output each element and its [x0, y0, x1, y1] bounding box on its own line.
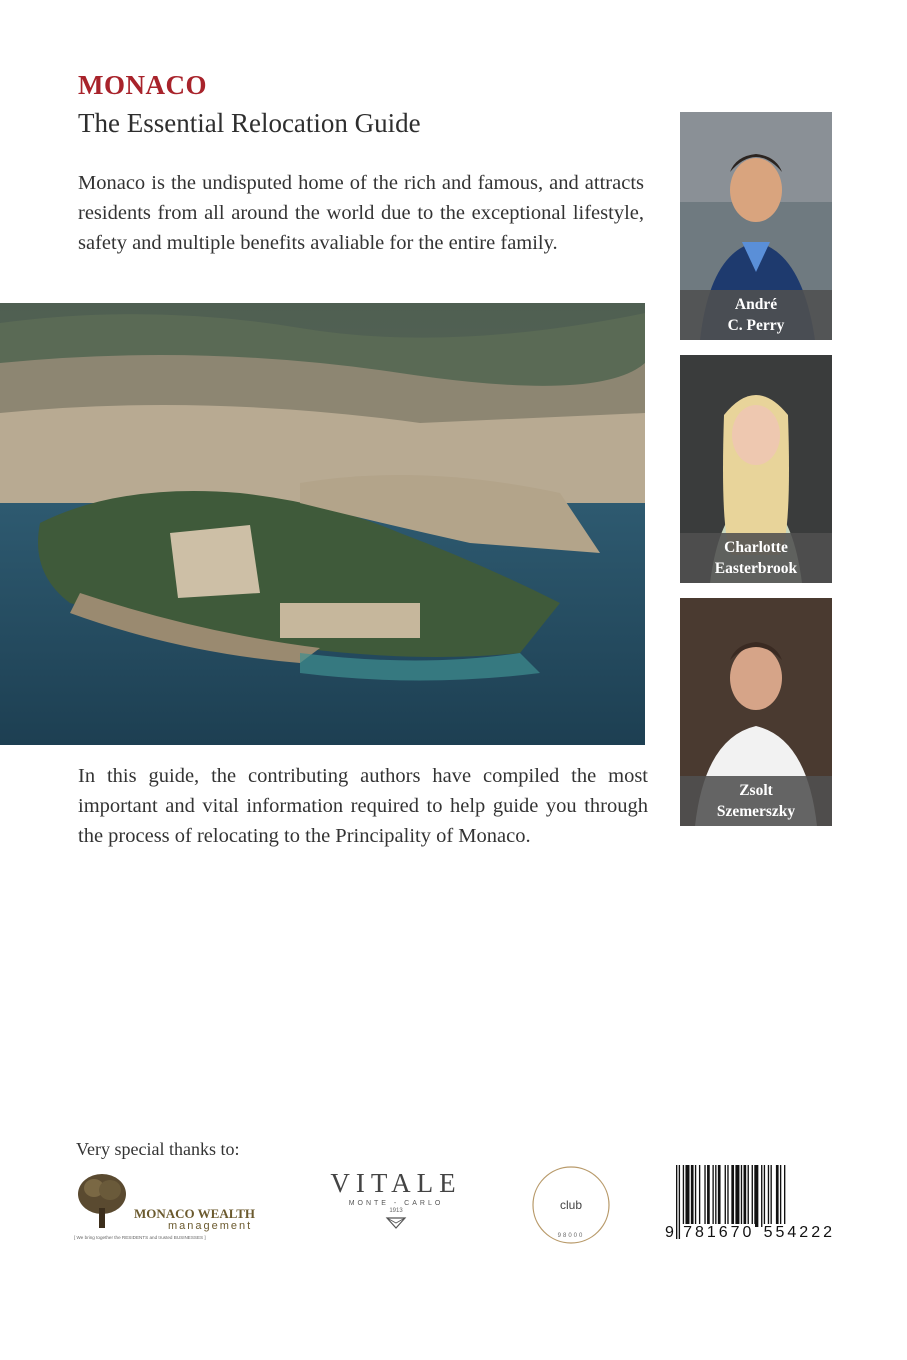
barcode-bar [683, 1165, 684, 1227]
author-first-name: Charlotte [724, 539, 788, 556]
barcode-bar [704, 1165, 705, 1227]
closing-paragraph: In this guide, the contributing authors have compiled the most important and vital information required to help guide you through the process of relocating to the Principality of Monaco. [78, 765, 648, 847]
barcode-bar [715, 1165, 716, 1227]
barcode-bar [699, 1165, 700, 1227]
monaco-aerial-photo [0, 303, 645, 745]
author-last-name: C. Perry [727, 317, 785, 334]
club-name: club [559, 1198, 583, 1212]
author-first-name: André [734, 296, 778, 313]
author-first-name: Zsolt [739, 782, 773, 799]
barcode-bar [752, 1165, 753, 1227]
barcode-bar [768, 1165, 769, 1227]
vitale-year: 1913 [389, 1208, 403, 1214]
barcode-bar [685, 1165, 689, 1227]
author-card-andre [680, 112, 832, 340]
author-last-name: Easterbrook [714, 560, 798, 577]
author-caption [680, 776, 832, 826]
isbn-digits [664, 1224, 836, 1242]
thanks-label: Very special thanks to: [76, 1139, 240, 1159]
barcode-bar [764, 1165, 765, 1227]
barcode-bar [741, 1165, 742, 1227]
barcode-bar [780, 1165, 781, 1227]
barcode-bar [771, 1165, 772, 1227]
mwm-sub: management [168, 1220, 253, 1232]
barcode-bar [707, 1165, 710, 1227]
isbn-group-2: 554222 [763, 1224, 835, 1241]
barcode-bar [761, 1165, 762, 1227]
barcode-bar [748, 1165, 749, 1227]
author-caption [680, 533, 832, 583]
author-card-charlotte [680, 355, 832, 583]
author-caption [680, 290, 832, 340]
tree-icon [78, 1174, 126, 1228]
monaco-wealth-management-logo [72, 1168, 272, 1242]
book-subtitle: The Essential Relocation Guide [78, 108, 421, 138]
barcode-bar [735, 1165, 739, 1227]
book-title: MONACO [78, 70, 207, 100]
barcode-bar [695, 1165, 696, 1227]
barcode-bar [754, 1165, 758, 1227]
mwm-name: MONACO WEALTH [134, 1206, 255, 1221]
barcode-bar [718, 1165, 721, 1227]
barcode-bar [744, 1165, 747, 1227]
vitale-name: VITALE [330, 1168, 462, 1198]
barcode-bar [725, 1165, 726, 1227]
intro-paragraph: Monaco is the undisputed home of the rich and famous, and attracts residents from all around the world due to the exceptional lifestyle, safety and multiple benefits avaliable for the entire family. [78, 172, 644, 254]
isbn-group-1: 781670 [683, 1224, 755, 1241]
barcode-bar [691, 1165, 694, 1227]
author-last-name: Szemerszky [716, 803, 796, 820]
barcode-bar [712, 1165, 713, 1227]
isbn-lead-digit: 9 [665, 1224, 674, 1241]
barcode-bar [727, 1165, 728, 1227]
club-code: 98000 [557, 1233, 585, 1239]
vitale-sub: MONTE - CARLO [348, 1200, 444, 1207]
club-98000-logo [528, 1162, 614, 1248]
author-card-zsolt [680, 598, 832, 826]
diamond-icon [385, 1216, 407, 1230]
vitale-logo [322, 1168, 470, 1240]
barcode-bar [776, 1165, 779, 1227]
mwm-tagline: [ We bring together the RESIDENTS and trusted BUSINESSES ] [74, 1235, 206, 1240]
